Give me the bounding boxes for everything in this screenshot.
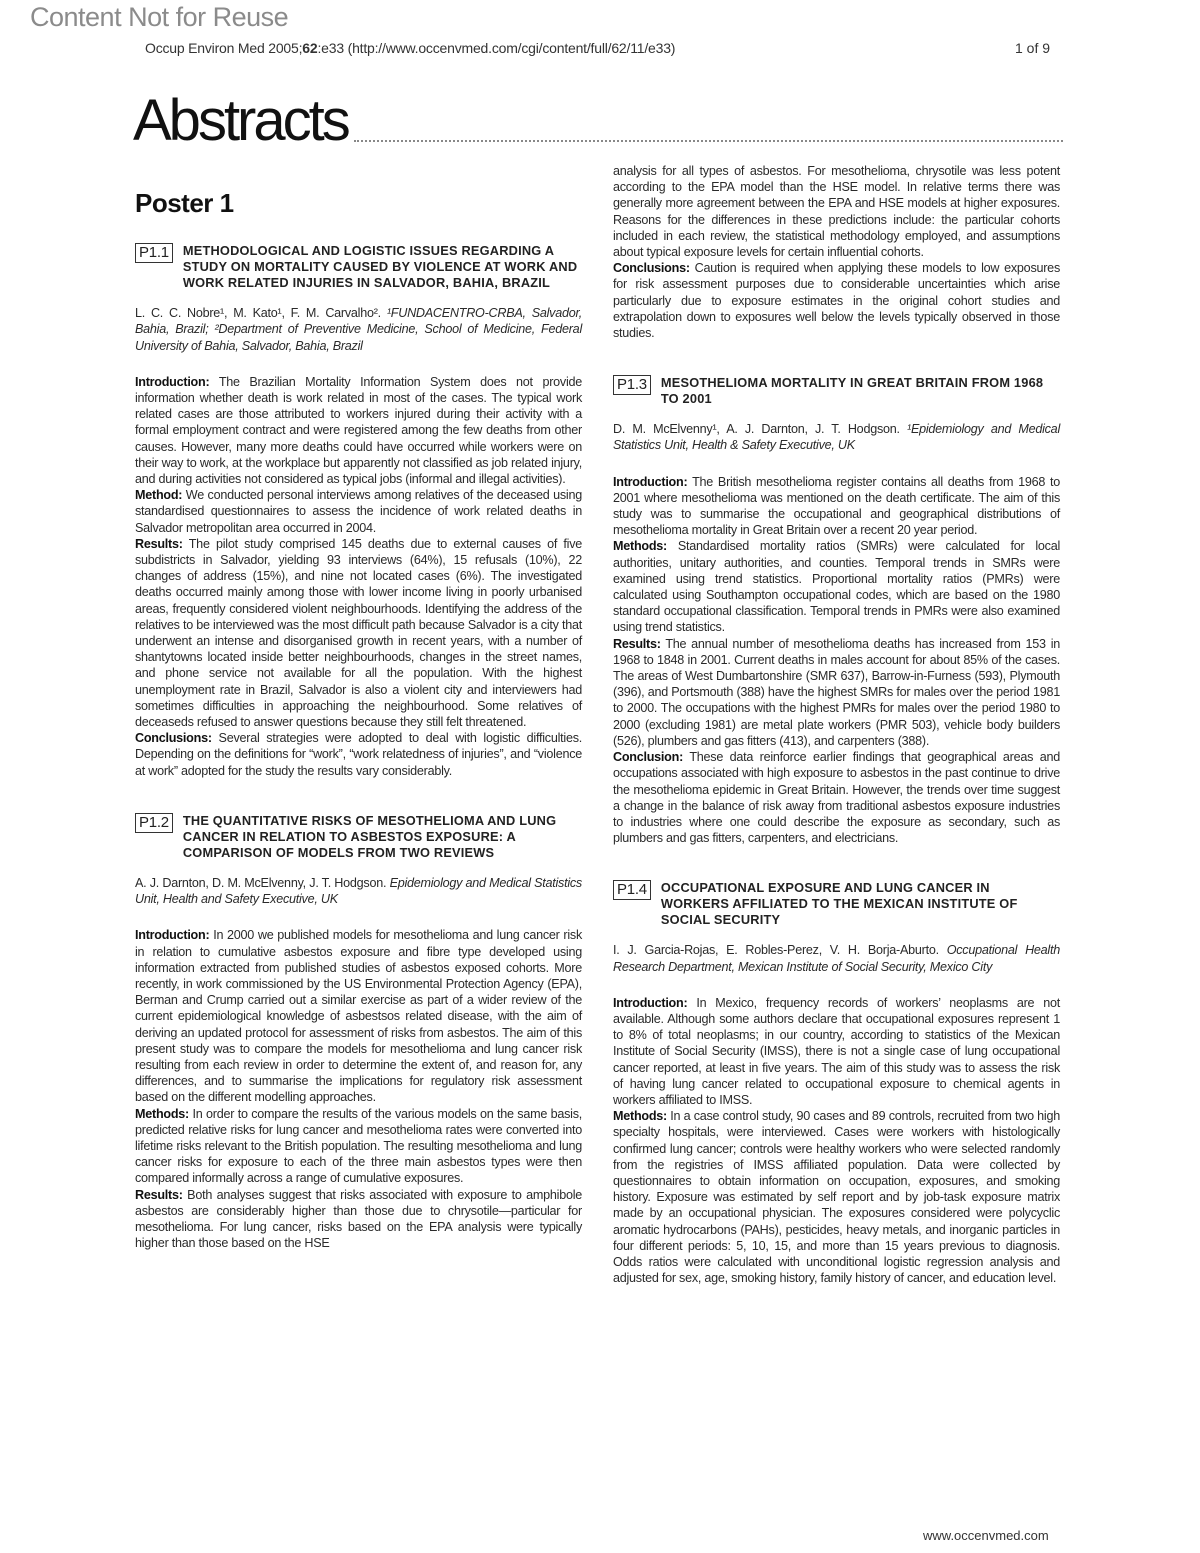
abstract-p1-3 <box>613 375 1060 846</box>
paragraph-methods: Methods: In order to compare the results of the various models on the same basis, predicted relative risks for lung cancer and mesothelioma rates were converted into lifetime risks relevant to the British population. The resulting mesothelioma and lung cancer risks for exposure to each of the three main asbestos types were then compared informally across a range of cumulative exposures. <box>135 1106 582 1186</box>
abstract-p1-4 <box>613 880 1060 1286</box>
abstract-p1-1 <box>135 243 582 779</box>
header-journal: Occup Environ Med 2005; <box>145 40 303 56</box>
paragraph-introduction: Introduction: In 2000 we published models for mesothelioma and lung cancer risk in relation to cumulative asbestos exposure and fibre type developed using information extracted from published studies of asbestos exposed cohorts. More recently, in work commissioned by the US Environmental Protection Agency (EPA), Berman and Crump carried out a similar exercise as part of a wider review of the current epidemiological knowledge of asbestsos related disease, with the aim of deriving an updated protocol for assessment of risks from asbestos. The aim of this present study was to compare the models for mesothelioma and lung cancer risk resulting from each review in order to determine the extent of, and reason for, any differences, and to summarise the implications for regulatory risk assessment based on the different modelling approaches. <box>135 928 582 1105</box>
abstract-id: P1.4 <box>613 880 651 900</box>
affiliation: ¹Epidemiology and Medical Statistics Unit, Health & Safety Executive, UK <box>613 422 1060 453</box>
affiliation: Epidemiology and Medical Statistics Unit, Health and Safety Executive, UK <box>135 875 582 907</box>
abstract-title: MESOTHELIOMA MORTALITY IN GREAT BRITAIN FROM 1968 TO 2001 <box>660 375 1044 407</box>
abstract-id: P1.1 <box>135 243 173 263</box>
page-title-row <box>133 88 1063 153</box>
paragraph-results: Results: The annual number of mesothelioma deaths has increased from 153 in 1968 to 1848 in 2001. Current deaths in males account for about 85% of the cases. The areas of West Dumbartonshire (SMR 637), Barrow-in-Furness (593), Plymouth (396), and Portsmouth (388) have the highest SMRs for males over the period 1981 to 2000. The occupations with the highest PMRs for males over the period 1980 to 2000 (excluding 1981) are metal plate workers (PMR 503), vehicle body builders (526), plumbers and gas fitters (413), and carpenters (388). <box>613 636 1060 748</box>
paragraph-introduction: Introduction: The Brazilian Mortality Information System does not provide information whether death is work related in most of the cases. The typical work related cases are those attributed to workers injured during their activity with a formal employment contract and were registered among the few deaths from other causes. However, many more deaths could have occurred while workers were on their way to work, at the workplace but apparently not classified as job related injury, and during activities not considered as typical jobs (informal and illegal activities). <box>135 374 582 487</box>
header-volume: 62 <box>302 40 318 56</box>
page-number: 1 of 9 <box>1015 40 1051 56</box>
paragraph-results-continued: analysis for all types of asbestos. For mesothelioma, chrysotile was less potent according to the EPA model than the HSE model. In relative terms there was generally more agreement between the EPA and HSE models at higher exposures. Reasons for the differences in these predictions include: the particular cohorts included in each review, the statistical methodology employed, and assumptions about typical exposure levels for certain influential cohorts. <box>613 164 1060 260</box>
paragraph-methods: Methods: In a case control study, 90 cases and 89 controls, recruited from two high specialty hospitals, were interviewed. Cases were workers with histologically confirmed lung cancer; controls were healthy workers who were selected randomly from the registries of IMSS affiliated population. Data were collected by questionnaires to obtain information on occupation, exposures, and smoking history. Exposure was estimated by self report and by job-task exposure matrix made by an occupational physician. The exposures considered were polycyclic aromatic hydrocarbons (PAHs), pesticides, heavy metals, and inorganic particles in four different periods: 5, 10, 15, and more than 15 years previous to diagnosis. Odds ratios were calculated with unconditional logistic regression analysis and adjusted for sex, age, smoking history, family history of cancer, and education level. <box>613 1109 1060 1286</box>
left-column <box>135 188 582 1285</box>
footer-url[interactable]: www.occenvmed.com <box>923 1528 1049 1543</box>
affiliation: Occupational Health Research Department, Mexican Institute of Social Security, Mexico City <box>613 943 1060 974</box>
authors: I. J. Garcia-Rojas, E. Robles-Perez, V. H. Borja-Aburto. <box>613 943 947 958</box>
abstract-p1-2-continued <box>613 163 1060 341</box>
right-column <box>613 163 1060 1320</box>
authors: L. C. C. Nobre¹, M. Kato¹, F. M. Carvalho². <box>135 306 387 321</box>
paragraph-conclusion: Conclusion: These data reinforce earlier findings that geographical areas and occupations associated with high exposure to asbestos in the past continue to drive the mesothelioma epidemic in Great Britain. However, the trends over time suggest a change in the balance of risk away from traditional asbestos exposure industries to industries where one could describe the exposure as secondary, such as plumbers and gas fitters, carpenters, and electricians. <box>613 750 1060 846</box>
paragraph-results: Results: The pilot study comprised 145 deaths due to external causes of five subdistricts in Salvador, yielding 93 interviews (64%), 15 refusals (10%), 22 changes of address (15%), and nine not located cases (6%). The investigated deaths occurred mainly among those with lower income living in poorly urbanised areas, frequently considered violent neighbourhoods. Identifying the address of the relatives to be interviewed was the most difficult path because Salvador is a city that underwent an intense and disorganised growth in recent years, with a number of shantytowns located inside better neighbourhoods, changes in the street names, and phone service not available for all the population. With the highest unemployment rate in Brazil, Salvador is also a violent city and interviewers had sometimes difficulties in approaching the neighbourhood. Some relatives of deceaseds refused to answer questions because they still felt threatened. <box>135 536 582 730</box>
watermark: Content Not for Reuse <box>30 2 289 32</box>
section-title: Poster 1 <box>135 188 234 218</box>
abstract-title: OCCUPATIONAL EXPOSURE AND LUNG CANCER IN WORKERS AFFILIATED TO THE MEXICAN INSTITUTE OF SOCIAL SECURITY <box>660 880 1018 928</box>
authors: D. M. McElvenny¹, A. J. Darnton, J. T. Hodgson. <box>613 422 908 437</box>
abstract-p1-2 <box>135 813 582 1251</box>
affiliation: ¹FUNDACENTRO-CRBA, Salvador, Bahia, Brazil; ²Department of Preventive Medicine, School of Medicine, Federal University of Bahia, Salvador, Bahia, Brazil <box>135 306 582 353</box>
paragraph-method: Method: We conducted personal interviews among relatives of the deceased using standardised questionnaires to assess the incidence of work related deaths in Salvador metropolitan area occurred in 2004. <box>135 488 582 535</box>
abstract-title: METHODOLOGICAL AND LOGISTIC ISSUES REGARDING A STUDY ON MORTALITY CAUSED BY VIOLENCE AT WORK AND WORK RELATED INJURIES IN SALVADOR, BAHIA, BRAZIL <box>182 243 578 291</box>
dotted-rule <box>354 139 1063 142</box>
abstract-id: P1.3 <box>613 375 651 395</box>
paragraph-conclusions: Conclusions: Caution is required when applying these models to low exposures for risk assessment purposes due to considerable uncertainties which arise particularly due to exposure estimates in the original cohort studies and extrapolation down to exposures well below the levels typically observed in those studies. <box>613 261 1060 341</box>
paragraph-introduction: Introduction: In Mexico, frequency records of workers’ neoplasms are not available. Although some authors declare that occupational exposures represent 1 to 8% of total neoplasms; in our country, according to statistics of the Mexican Institute of Social Security (IMSS), there is not a single case of lung occupational cancer reported, at least in five years. The aim of this study was to assess the risk of having lung cancer related to occupational exposure to chemical agents in workers affiliated to IMSS. <box>613 995 1060 1107</box>
authors: A. J. Darnton, D. M. McElvenny, J. T. Hodgson. <box>135 875 390 890</box>
paragraph-introduction: Introduction: The British mesothelioma register contains all deaths from 1968 to 2001 where mesothelioma was mentioned on the death certificate. The aim of this study was to summarise the occupational and geographical distributions of mesothelioma mortality in Great Britain over a recent 20 year period. <box>613 474 1060 538</box>
abstract-id: P1.2 <box>135 813 173 833</box>
paragraph-methods: Methods: Standardised mortality ratios (SMRs) were calculated for local authorities, unitary authorities, and counties. Temporal trends in SMRs were examined using trend statistics. Proportional mortality ratios (PMRs) were calculated using Southampton occupational codes, which are based on the 1980 standard occupational classification. Temporal trends in PMRs were also examined using trend statistics. <box>613 539 1060 635</box>
page-title: Abstracts <box>133 88 348 153</box>
running-header <box>145 40 675 57</box>
paragraph-results: Results: Both analyses suggest that risks associated with exposure to amphibole asbestos are considerably higher than those due to chrysotile—particular for mesothelioma. For lung cancer, risks based on the EPA analysis were typically higher than those based on the HSE <box>135 1187 582 1251</box>
header-citation[interactable]: :e33 (http://www.occenvmed.com/cgi/content/full/62/11/e33) <box>317 40 676 56</box>
paragraph-conclusions: Conclusions: Several strategies were adopted to deal with logistic difficulties. Depending on the definitions for “work”, “work relatedness of injuries”, and “violence at work” adopted for the study the results vary considerably. <box>135 731 582 778</box>
abstract-title: THE QUANTITATIVE RISKS OF MESOTHELIOMA AND LUNG CANCER IN RELATION TO ASBESTOS EXPOSURE: A COMPARISON OF MODELS FROM TWO REVIEWS <box>182 812 557 860</box>
